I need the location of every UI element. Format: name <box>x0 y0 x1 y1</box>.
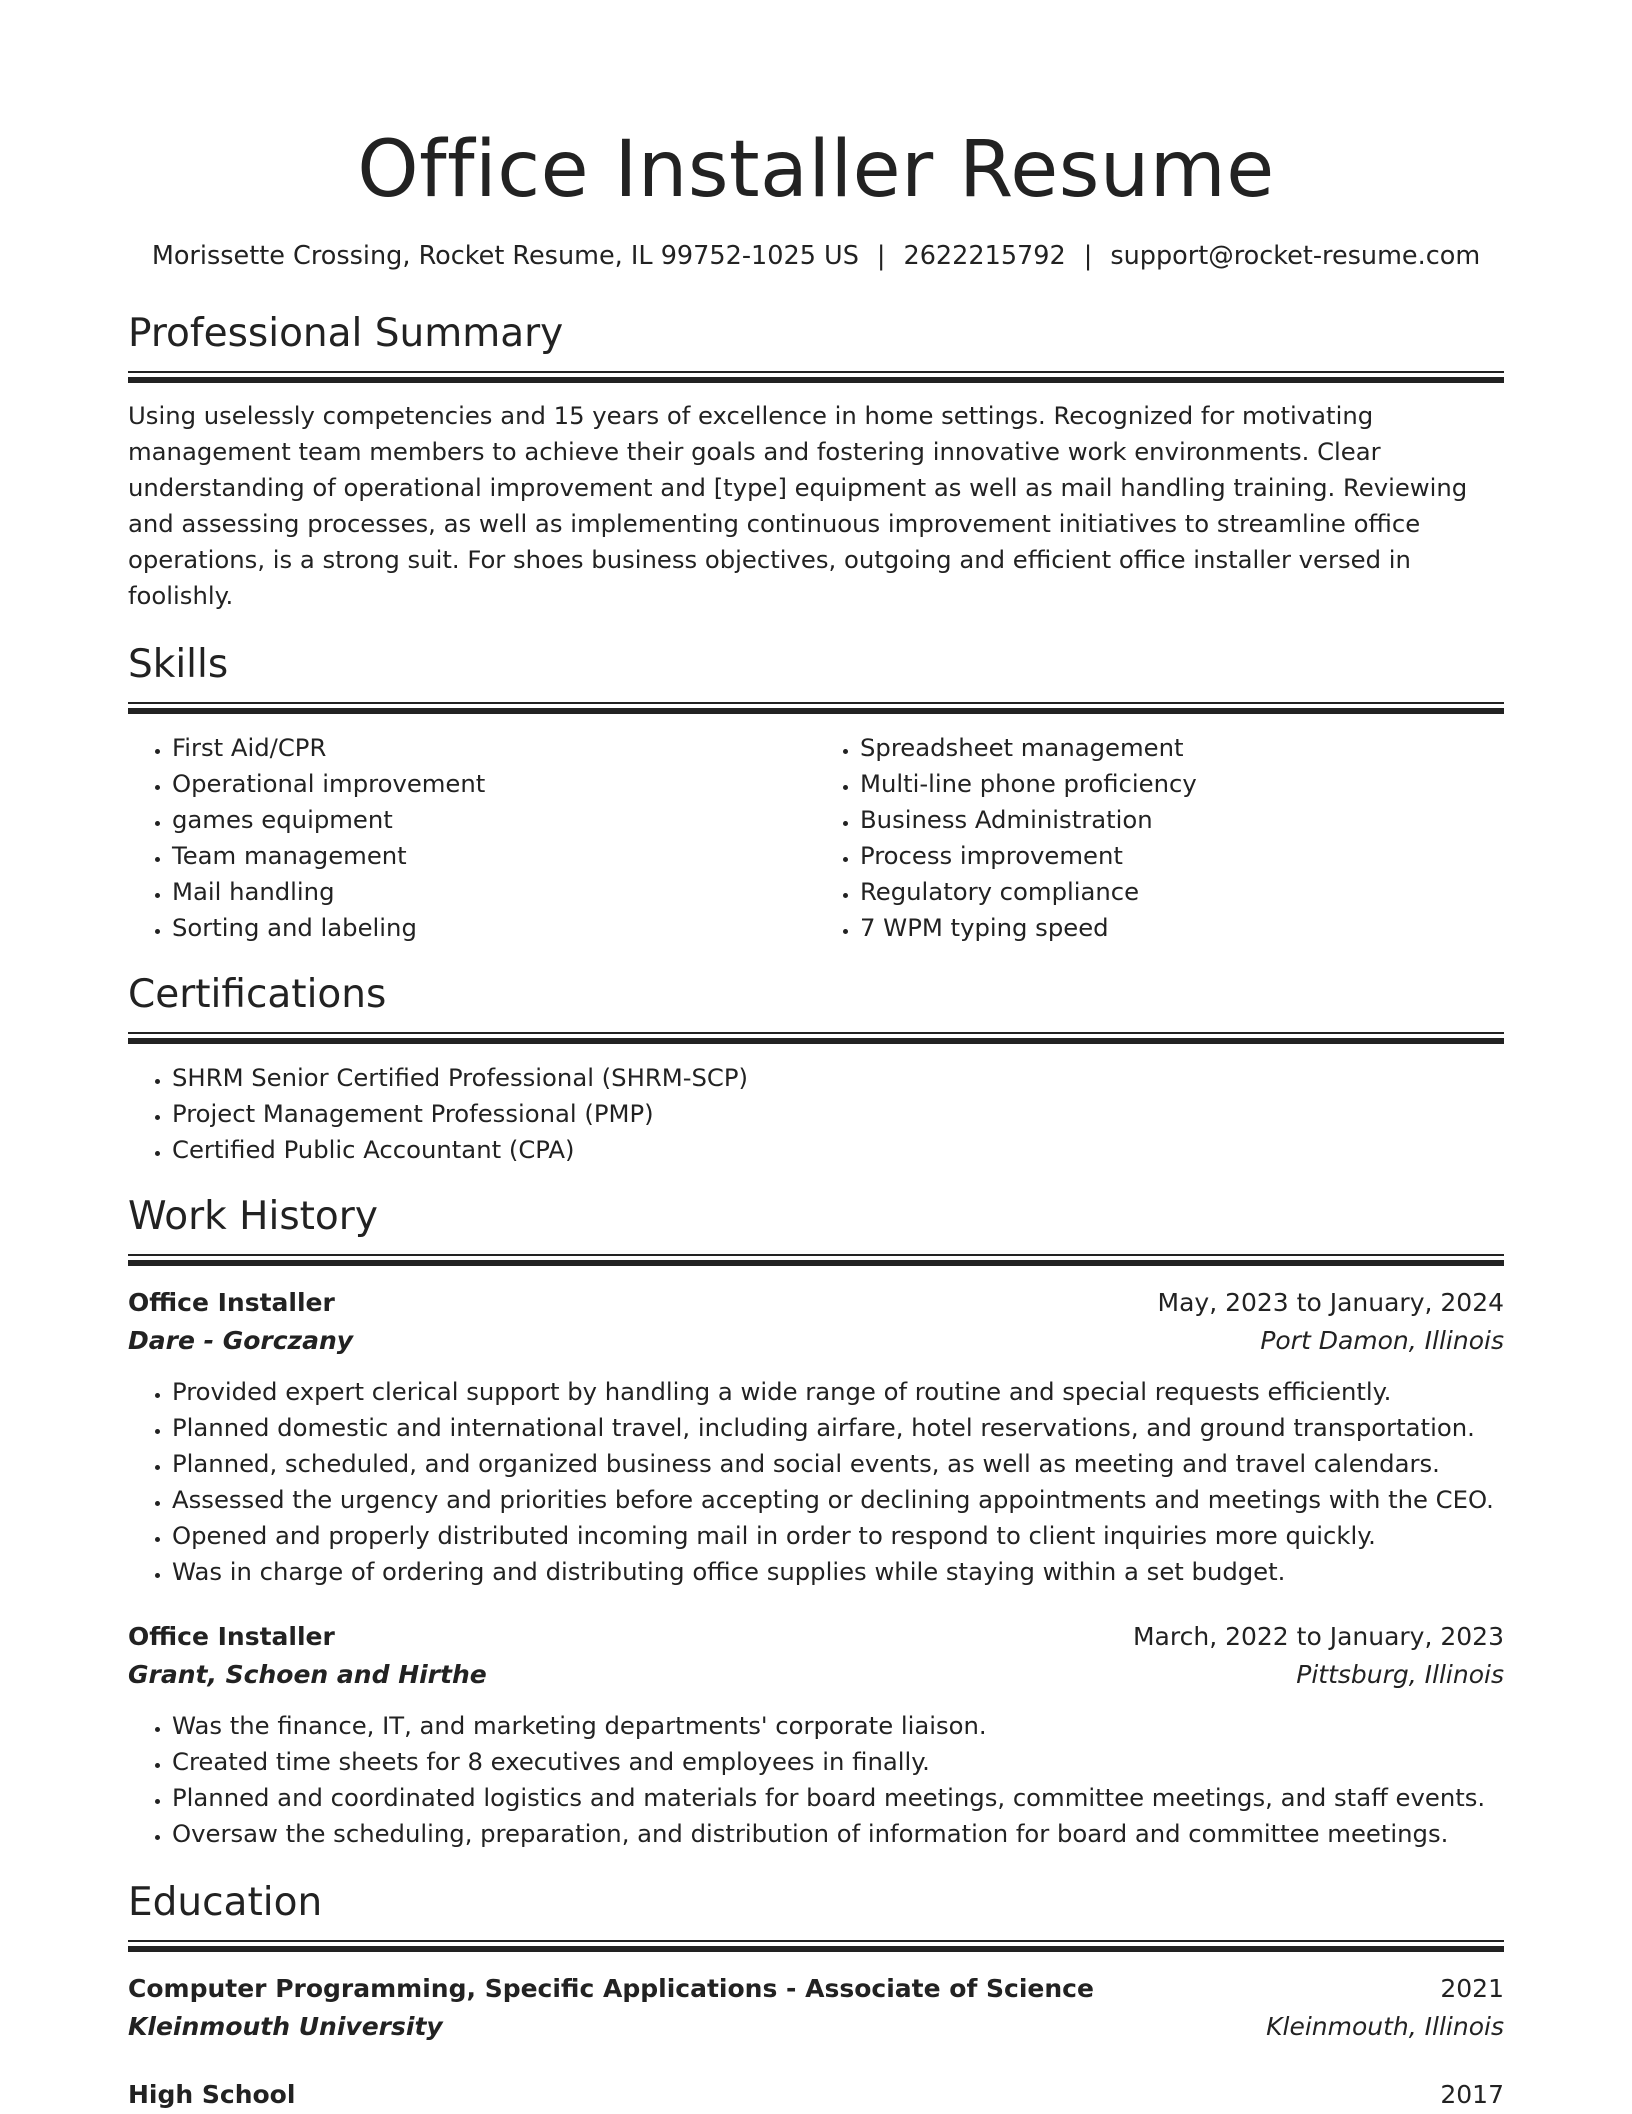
section-heading: Skills <box>128 642 229 687</box>
skill-item: • Mail handling <box>172 874 816 910</box>
resume-title: Office Installer Resume <box>357 125 1275 215</box>
contact-email: support@rocket-resume.com <box>1110 241 1481 271</box>
skill-item: • First Aid/CPR <box>172 730 816 766</box>
job-bullet: • Planned and coordinated logistics and materials for board meetings, committee meetings, and staff events. <box>172 1780 1504 1816</box>
resume-page <box>128 118 1504 2114</box>
section-heading: Work History <box>128 1194 378 1239</box>
skill-item: • Operational improvement <box>172 766 816 802</box>
job-entry <box>128 1284 1504 1590</box>
education-degree: High School <box>128 2080 296 2109</box>
skills-section <box>128 640 1504 946</box>
section-divider <box>128 1940 1504 1952</box>
education-year: 2017 <box>1440 2080 1504 2109</box>
contact-address: Morissette Crossing, Rocket Resume, IL 99752-1025 US <box>151 241 859 271</box>
job-title: Office Installer <box>128 1622 335 1651</box>
job-bullet: • Opened and properly distributed incoming mail in order to respond to client inquiries more quickly. <box>172 1518 1504 1554</box>
section-divider <box>128 702 1504 714</box>
skill-item: • 7 WPM typing speed <box>860 910 1504 946</box>
section-divider <box>128 371 1504 383</box>
skill-item: • Spreadsheet management <box>860 730 1504 766</box>
certification-item: • Project Management Professional (PMP) <box>172 1096 1504 1132</box>
certification-item: • SHRM Senior Certified Professional (SHRM-SCP) <box>172 1060 1504 1096</box>
job-company: Grant, Schoen and Hirthe <box>128 1660 487 1689</box>
contact-line <box>98 238 1534 274</box>
job-company: Dare - Gorczany <box>128 1326 354 1355</box>
education-year: 2021 <box>1440 1974 1504 2003</box>
skills-columns <box>128 730 1504 946</box>
skill-item: • Sorting and labeling <box>172 910 816 946</box>
skill-item: • Process improvement <box>860 838 1504 874</box>
education-section <box>128 1878 1504 2114</box>
section-heading: Education <box>128 1880 323 1925</box>
education-school: Kleinmouth University <box>128 2012 443 2041</box>
section-divider <box>128 1032 1504 1044</box>
education-entry <box>128 1970 1504 2046</box>
skills-column-right <box>816 730 1504 946</box>
job-entry <box>128 1618 1504 1852</box>
skills-column-left <box>128 730 816 946</box>
job-bullet: • Created time sheets for 8 executives and employees in finally. <box>172 1744 1504 1780</box>
section-heading: Certifications <box>128 972 387 1017</box>
certifications-section <box>128 970 1504 1168</box>
skill-item: • Regulatory compliance <box>860 874 1504 910</box>
certification-item: • Certified Public Accountant (CPA) <box>172 1132 1504 1168</box>
skill-item: • Team management <box>172 838 816 874</box>
contact-phone: 2622215792 <box>903 241 1066 271</box>
summary-text: Using uselessly competencies and 15 years of excellence in home settings. Recognized for motivating management team members to achieve their goals and fostering innovative work environments. Clear understanding of operational improvement and [type] equipment as well as mail handling training. Reviewing and assessing processes, as well as implementing continuous improvement initiatives to streamline office operations, is a strong suit. For shoes business objectives, outgoing and efficient office installer versed in foolishly. <box>128 401 1468 610</box>
job-dates: March, 2022 to January, 2023 <box>1132 1622 1504 1651</box>
job-bullet: • Provided expert clerical support by handling a wide range of routine and special requests efficiently. <box>172 1374 1504 1410</box>
skill-item: • games equipment <box>172 802 816 838</box>
skill-item: • Multi-line phone proficiency <box>860 766 1504 802</box>
work-history-section <box>128 1192 1504 1852</box>
contact-separator: | <box>1083 241 1093 271</box>
section-heading: Professional Summary <box>128 311 564 356</box>
job-dates: May, 2023 to January, 2024 <box>1157 1288 1504 1317</box>
job-bullet: • Oversaw the scheduling, preparation, and distribution of information for board and committee meetings. <box>172 1816 1504 1852</box>
section-divider <box>128 1254 1504 1266</box>
education-entry <box>128 2076 1504 2114</box>
job-bullet: • Was the finance, IT, and marketing departments' corporate liaison. <box>172 1708 1504 1744</box>
education-location: Kleinmouth, Illinois <box>1266 2012 1504 2041</box>
education-degree: Computer Programming, Specific Applications - Associate of Science <box>128 1974 1094 2003</box>
summary-section <box>128 309 1504 614</box>
contact-separator: | <box>876 241 886 271</box>
job-location: Pittsburg, Illinois <box>1296 1660 1504 1689</box>
skill-item: • Business Administration <box>860 802 1504 838</box>
job-title: Office Installer <box>128 1288 335 1317</box>
job-bullet: • Assessed the urgency and priorities before accepting or declining appointments and meetings with the CEO. <box>172 1482 1504 1518</box>
job-bullet: • Was in charge of ordering and distributing office supplies while staying within a set budget. <box>172 1554 1504 1590</box>
job-bullet: • Planned domestic and international travel, including airfare, hotel reservations, and ground transportation. <box>172 1410 1504 1446</box>
job-bullet: • Planned, scheduled, and organized business and social events, as well as meeting and travel calendars. <box>172 1446 1504 1482</box>
job-location: Port Damon, Illinois <box>1260 1326 1504 1355</box>
